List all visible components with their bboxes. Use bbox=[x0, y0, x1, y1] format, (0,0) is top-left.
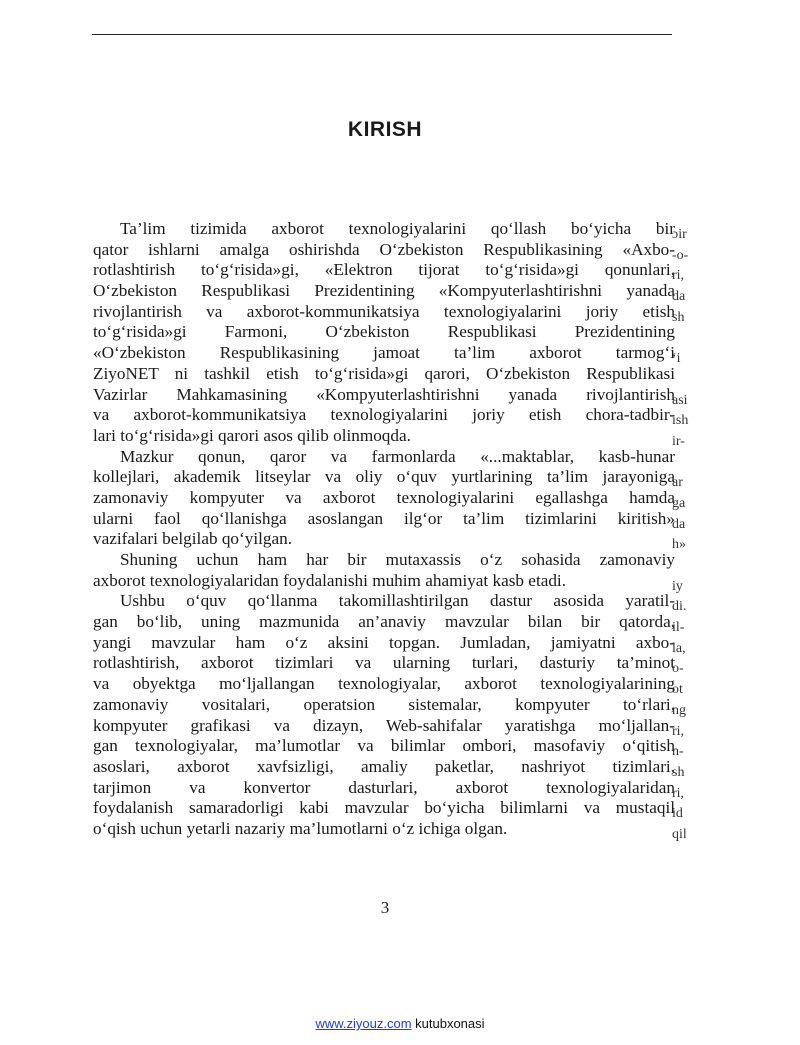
margin-fragment: h» bbox=[672, 537, 686, 553]
footer-link[interactable]: www.ziyouz.com bbox=[315, 1016, 412, 1031]
text-line: zamonaviy kompyuter va axborot texnologiyalarini egallashga hamda bbox=[93, 487, 675, 507]
margin-fragment: n- bbox=[672, 744, 684, 760]
text-line: foydalanish samaradorligi kabi mavzular bo‘yicha bilimlarni va mustaqil bbox=[93, 798, 675, 818]
margin-fragment: sh bbox=[672, 764, 685, 780]
margin-fragment: da bbox=[672, 289, 686, 305]
margin-fragment: ri, bbox=[672, 723, 685, 739]
body-text bbox=[93, 219, 675, 840]
margin-fragment: ‘i bbox=[672, 351, 681, 367]
text-line: qator ishlarni amalga oshirishda O‘zbekiston Respublikasining «Axbo- bbox=[93, 239, 675, 259]
text-line: lari to‘g‘risida»gi qarori asos qilib olinmoqda. bbox=[93, 425, 411, 445]
text-line: zamonaviy vositalari, operatsion sistemalar, kompyuter to‘rlari, bbox=[93, 694, 675, 714]
margin-fragment: ot bbox=[672, 682, 683, 698]
margin-fragment: ng bbox=[672, 702, 686, 718]
margin-fragment: asi bbox=[672, 392, 688, 408]
text-line: kollejlari, akademik litseylar va oliy o‘quv yurtlarining ta’lim jarayoniga bbox=[93, 467, 675, 487]
text-line: va obyektga mo‘ljallangan texnologiyalar, axborot texnologiyalarining bbox=[93, 674, 675, 694]
margin-fragment: ɔir bbox=[672, 227, 687, 242]
margin-fragment: ar bbox=[672, 475, 683, 491]
text-line: va axborot-kommunikatsiya texnologiyalarini joriy etish chora-tadbir- bbox=[93, 405, 675, 425]
text-line: rotlashtirish to‘g‘risida»gi, «Elektron tijorat to‘g‘risida»gi qonunlari, bbox=[93, 260, 675, 280]
text-line: tarjimon va konvertor dasturlari, axborot texnologiyalaridan bbox=[93, 777, 675, 797]
text-line: Ushbu o‘quv qo‘llanma takomillashtirilgan dastur asosida yaratil- bbox=[120, 591, 675, 611]
chapter-title: KIRISH bbox=[347, 118, 423, 141]
text-line: ZiyoNET ni tashkil etish to‘g‘risida»gi qarori, O‘zbekiston Respublikasi bbox=[93, 363, 675, 383]
text-line: yangi mavzular ham o‘z aksini topgan. Jumladan, jamiyatni axbo- bbox=[93, 632, 675, 652]
margin-fragment: la, bbox=[672, 640, 686, 656]
margin-fragment bbox=[672, 370, 702, 391]
margin-fragment bbox=[672, 328, 702, 349]
margin-fragment: -o- bbox=[672, 247, 689, 263]
text-line: gan texnologiyalar, ma’lumotlar va bilimlar ombori, masofaviy o‘qitish bbox=[93, 736, 675, 756]
bleed-through-margin bbox=[672, 219, 702, 840]
text-line: axborot texnologiyalaridan foydalanishi muhim ahamiyat kasb etadi. bbox=[93, 570, 567, 590]
text-line: Shuning uchun ham har bir mutaxassis o‘z sohasida zamonaviy bbox=[120, 550, 675, 569]
margin-fragment: ri, bbox=[672, 785, 685, 801]
footer-label: kutubxonasi bbox=[411, 1016, 485, 1031]
text-line: Ta’lim tizimida axborot texnologiyalarini qo‘llash bo‘yicha bir bbox=[120, 219, 675, 238]
text-line: asoslari, axborot xavfsizligi, amaliy paketlar, nashriyot tizimlari, bbox=[93, 756, 675, 776]
margin-fragment: sh bbox=[672, 309, 685, 325]
text-line: to‘g‘risida»gi Farmoni, O‘zbekiston Respublikasi Prezidentining bbox=[93, 322, 675, 342]
margin-fragment: di. bbox=[672, 599, 687, 615]
margin-fragment: il- bbox=[672, 620, 685, 636]
footer bbox=[0, 1016, 800, 1031]
margin-fragment: ri, bbox=[672, 268, 685, 284]
margin-fragment: id bbox=[672, 806, 683, 822]
margin-fragment: o- bbox=[672, 661, 684, 677]
margin-fragment: ish bbox=[672, 413, 689, 429]
text-line: gan bo‘lib, uning mazmunida an’anaviy mavzular bilan bir qatorda, bbox=[93, 612, 675, 632]
margin-fragment: ir- bbox=[672, 433, 685, 449]
text-line: rivojlantirish va axborot-kommunikatsiya texnologiyalarini joriy etish bbox=[93, 301, 675, 321]
text-line: o‘qish uchun yetarli nazariy ma’lumotlarni o‘z ichiga olgan. bbox=[93, 818, 508, 838]
text-line: Mazkur qonun, qaror va farmonlarda «...maktablar, kasb-hunar bbox=[120, 446, 675, 466]
text-line: vazifalari belgilab qo‘yilgan. bbox=[93, 529, 293, 549]
text-line: kompyuter grafikasi va dizayn, Web-sahifalar yaratishga mo‘ljallan- bbox=[93, 715, 675, 735]
text-line: rotlashtirish, axborot tizimlari va ularning turlari, dasturiy ta’minot bbox=[93, 653, 675, 673]
margin-fragment: iy bbox=[672, 578, 683, 594]
margin-fragment: qil bbox=[672, 826, 687, 842]
page-number: 3 bbox=[380, 898, 390, 917]
text-line: O‘zbekiston Respublikasi Prezidentining «Kompyuterlashtirishni yanada bbox=[93, 281, 675, 301]
margin-fragment bbox=[672, 453, 702, 474]
text-line: «O‘zbekiston Respublikasining jamoat ta’lim axborot tarmog‘i bbox=[93, 343, 675, 363]
text-line: ularni faol qo‘llanishga asoslangan ilg‘or ta’lim tizimlarini kiritish» bbox=[93, 508, 675, 528]
top-rule bbox=[92, 34, 672, 35]
margin-fragment bbox=[672, 556, 702, 577]
margin-fragment: ga bbox=[672, 495, 686, 511]
margin-fragment: da bbox=[672, 516, 686, 532]
text-line: Vazirlar Mahkamasining «Kompyuterlashtirishni yanada rivojlantirish bbox=[93, 384, 675, 404]
